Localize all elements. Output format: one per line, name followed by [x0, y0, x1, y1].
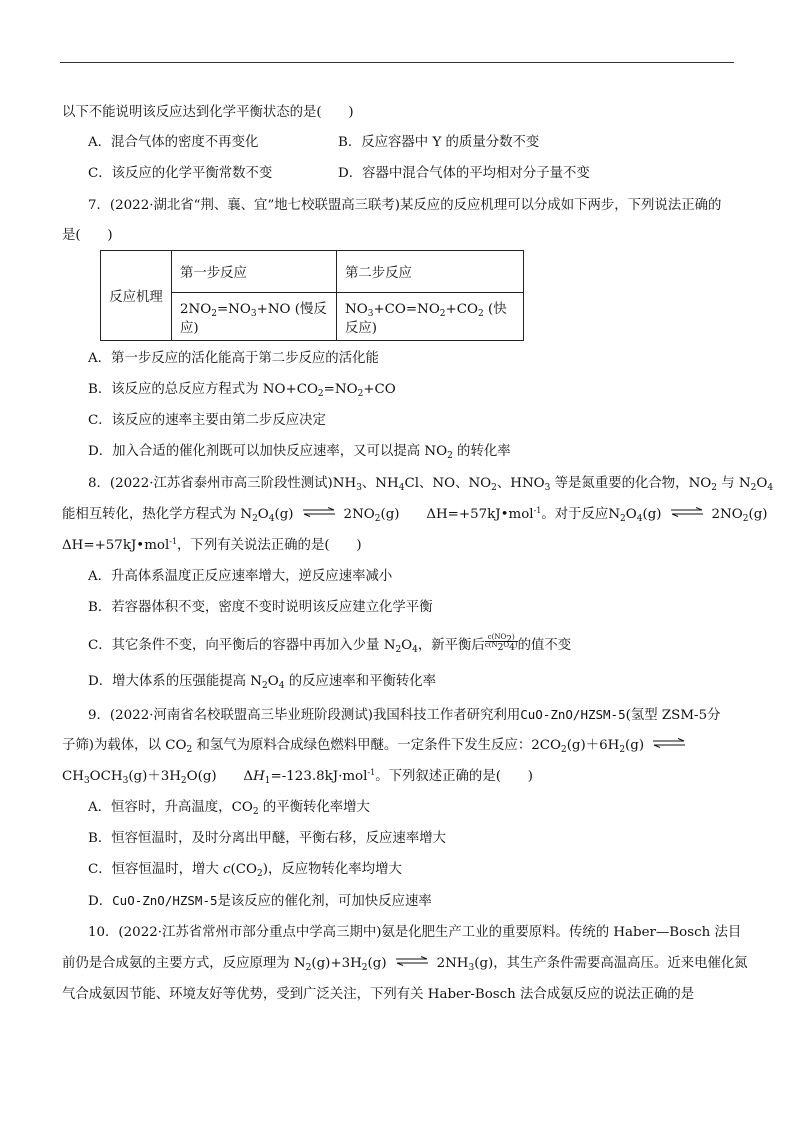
q9-option-a: A．恒容时，升高温度，$CO_2$ 的平衡转化率增大 [88, 800, 370, 817]
q7-stem-line1: 7．(2022·湖北省“荆、襄、宜”地七校联盟高三联考)某反应的反应机理可以分成如下两步，下列说法正确的 [88, 198, 722, 213]
table-col1-header: 第一步反应 [172, 251, 337, 293]
q6-stem: 以下不能说明该反应达到化学平衡状态的是( ) [62, 105, 354, 120]
q6-option-a: A．混合气体的密度不再变化 [88, 135, 259, 150]
q9-l1-suffix: (氢型 ZSM-5分 [625, 708, 721, 723]
q8-c-suffix: 的值不变 [517, 638, 572, 653]
q7-option-c: C．该反应的速率主要由第二步反应决定 [88, 413, 326, 428]
q8-stem-mid: 等是氮重要的化合物， [554, 476, 689, 491]
q9-stem-line2: 子筛)为载体，以 $CO_2$ 和氢气为原料合成绿色燃料甲醚。一定条件下发生反应：$2CO_2(g)+6H_2(g)$ [62, 737, 694, 755]
q9-d-catalyst: CuO-ZnO/HZSM-5 [112, 893, 218, 908]
q9-d-suffix: 是该反应的催化剂，可加快反应速率 [217, 894, 432, 909]
q6-option-d: D．容器中混合气体的平均相对分子量不变 [338, 166, 590, 181]
q8-d-suffix: 的反应速率和平衡转化率 [288, 674, 437, 689]
q9-stem-line1 [88, 706, 721, 725]
q9-c-prefix: C．恒容恒温时，增大 [88, 862, 219, 877]
equilibrium-arrow-icon [670, 507, 704, 517]
step1-note: (慢反应) [180, 301, 327, 336]
q8-l2-suffix: 。对于反应 [541, 507, 609, 522]
q7-option-d: D．加入合适的催化剂既可以加快反应速率，又可以提高 $NO_2$ 的转化率 [88, 444, 511, 461]
q8-l3-suffix: ，下列有关说法正确的是( ) [177, 538, 362, 553]
q8-option-d: D．增大体系的压强能提高 $N_2O_4$ 的反应速率和平衡转化率 [88, 674, 437, 691]
q8-stem-line3: ΔH=+57kJ•mol$^{-1}$，下列有关说法正确的是( ) [62, 537, 362, 553]
q8-option-b: B．若容器体积不变，密度不变时说明该反应建立化学平衡 [88, 600, 433, 615]
q8-l2-dh: ΔH=+57kJ•mol [426, 507, 534, 522]
q8-c-mid: ，新平衡后 [417, 638, 485, 653]
step2-note: (快反应) [345, 301, 507, 336]
q9-c-suffix: ，反应物转化率均增大 [267, 862, 402, 877]
q9-a-prefix: A．恒容时，升高温度， [88, 800, 232, 815]
q9-l2-prefix: 子筛)为载体，以 [62, 738, 161, 753]
q9-option-b: B．恒容恒温时，及时分离出甲醚，平衡右移，反应速率增大 [88, 831, 446, 846]
q9-l1-prefix: 9．(2022·河南省名校联盟高三毕业班阶段测试)我国科技工作者研究利用 [88, 708, 521, 723]
table-step1-equation: $2NO_2=NO_3+NO$ (慢反应) [172, 293, 337, 341]
q9-l3-dh: =-123.8kJ·mol [270, 769, 368, 784]
header-rule [60, 62, 734, 63]
q7-stem-line2: 是( ) [62, 228, 113, 243]
q6-option-b: B．反应容器中 Y 的质量分数不变 [338, 135, 540, 150]
q7-option-b: B．该反应的总反应方程式为 $NO+CO_2=NO_2+CO$ [88, 382, 396, 399]
q8-option-a: A．升高体系温度正反应速率增大，逆反应速率减小 [88, 569, 393, 584]
concentration-ratio-fraction: $\frac{c(NO_2)}{c(N_2O_4)}$ [484, 633, 518, 653]
q9-option-d: D．CuO-ZnO/HZSM-5是该反应的催化剂，可加快反应速率 [88, 893, 432, 909]
q9-catalyst-name: CuO-ZnO/HZSM-5 [520, 707, 626, 722]
table-row-header: 反应机理 [101, 251, 172, 341]
q9-option-c: C．恒容恒温时，增大 $c(CO_2)$，反应物转化率均增大 [88, 862, 402, 879]
equilibrium-arrow-icon [302, 507, 336, 517]
q8-d-prefix: D．增大体系的压强能提高 [88, 674, 247, 689]
q8-stem-prefix: 8．(2022·江苏省泰州市高三阶段性测试) [88, 476, 333, 491]
q8-stem-line1: 8．(2022·江苏省泰州市高三阶段性测试)$NH_3$、$NH_4Cl$、NO、$NO_2$、$HNO_3$ 等是氮重要的化合物，$NO_2$ 与 $N_2O_4$ [88, 476, 774, 493]
q10-stem-line1: 10．(2022·江苏省常州市部分重点中学高三期中)氨是化肥生产工业的重要原料。传统的 Haber—Bosch 法目 [88, 925, 742, 940]
table-step2-equation: $NO_3+CO=NO_2+CO_2$ (快反应) [337, 293, 524, 341]
q6-option-c: C．该反应的化学平衡常数不变 [88, 166, 273, 181]
q7-option-a: A．第一步反应的活化能高于第二步反应的活化能 [88, 351, 379, 366]
q9-l3-suffix: 。下列叙述正确的是( ) [375, 769, 533, 784]
q9-a-suffix: 的平衡转化率增大 [262, 800, 370, 815]
q8-c-prefix: C．其它条件不变，向平衡后的容器中再加入少量 [88, 638, 380, 653]
q10-l2-prefix: 前仍是合成氨的主要方式，反应原理为 [62, 956, 290, 971]
q8-option-c: C．其它条件不变，向平衡后的容器中再加入少量 $N_2O_4$，新平衡后 $\frac{c(NO_2)}{c(N_2O_4)}$ 的值不变 [88, 633, 572, 655]
q10-l2-suffix: ，其生产条件需要高温高压。近来电催化氮 [493, 956, 748, 971]
q10-stem-line2: 前仍是合成氨的主要方式，反应原理为 $N_2(g)+3H_2(g)$ $2NH_3(g)$，其生产条件需要高温高压。近来电催化氮 [62, 956, 748, 973]
q8-stem-line2: 能相互转化，热化学方程式为 $N_2O_4(g)$ $2NO_2(g)$ ΔH=+57kJ•mol$^{-1}$。对于反应$N_2O_4(g)$ $2NO_2(g)$ [62, 506, 768, 524]
reaction-mechanism-table [100, 250, 524, 341]
table-col2-header: 第二步反应 [337, 251, 524, 293]
q10-stem-line3: 气合成氨因节能、环境友好等优势，受到广泛关注，下列有关 Haber-Bosch 法合成氨反应的说法正确的是 [62, 987, 695, 1002]
q9-l2-mid: 和氢气为原料合成绿色燃料甲醚。一定条件下发生反应： [196, 738, 532, 753]
q8-l2-prefix: 能相互转化，热化学方程式为 [62, 507, 237, 522]
equilibrium-arrow-icon [395, 956, 429, 966]
q9-stem-line3: $CH_3OCH_3(g)+3H_2O(g)$ $\Delta H_1=-123.8kJ\cdot mol^{-1}$。下列叙述正确的是( ) [62, 768, 533, 786]
q8-l3-dh: ΔH=+57kJ•mol [62, 538, 170, 553]
equilibrium-arrow-icon [652, 738, 686, 748]
